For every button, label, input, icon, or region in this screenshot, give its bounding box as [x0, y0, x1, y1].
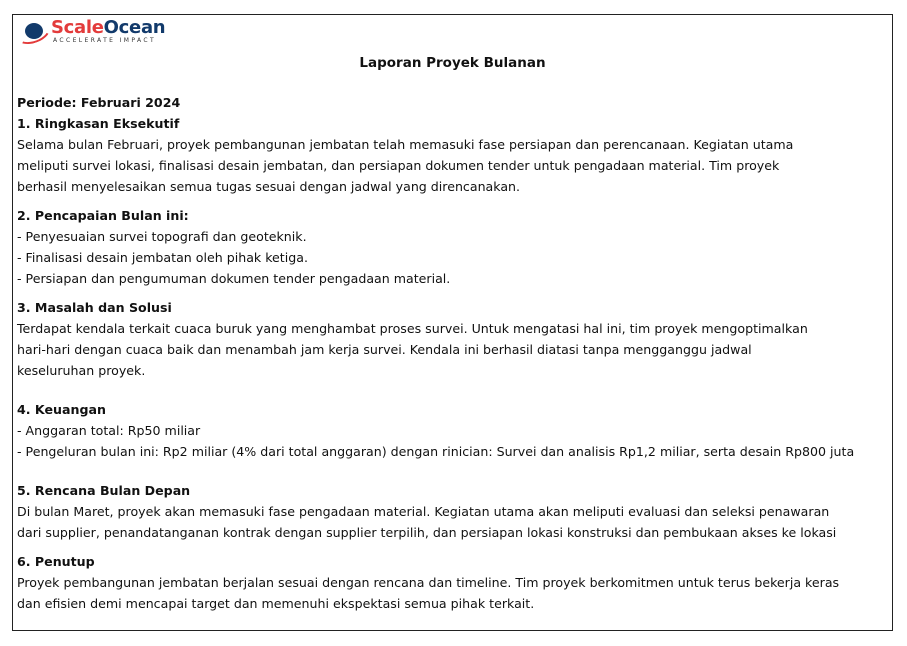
list-item: - Persiapan dan pengumuman dokumen tender pengadaan material.	[17, 271, 451, 286]
list-item: - Pengeluran bulan ini: Rp2 miliar (4% dari total anggaran) dengan rinician: Survei dan analisis Rp1,2 miliar, serta desain Rp800 juta	[17, 444, 855, 459]
paragraph-line: dan efisien demi mencapai target dan memenuhi ekspektasi semua pihak terkait.	[17, 596, 535, 611]
paragraph-line: berhasil menyelesaikan semua tugas sesuai dengan jadwal yang direncanakan.	[17, 179, 521, 194]
paragraph-line: Di bulan Maret, proyek akan memasuki fase pengadaan material. Kegiatan utama akan meliputi evaluasi dan seleksi penawaran	[17, 504, 830, 519]
section-closing	[17, 551, 891, 614]
section-next-month-plan	[17, 480, 891, 543]
paragraph-line: Selama bulan Februari, proyek pembangunan jembatan telah memasuki fase persiapan dan perencanaan. Kegiatan utama	[17, 137, 794, 152]
section-heading: 3. Masalah dan Solusi	[17, 300, 172, 315]
list-item: - Penyesuaian survei topografi dan geoteknik.	[17, 229, 307, 244]
section-heading: 1. Ringkasan Eksekutif	[17, 116, 180, 131]
section-issues-solutions	[17, 297, 891, 381]
paragraph-line: keseluruhan proyek.	[17, 363, 146, 378]
list-item: - Anggaran total: Rp50 miliar	[17, 423, 201, 438]
list-item: - Finalisasi desain jembatan oleh pihak ketiga.	[17, 250, 308, 265]
logo-globe-icon	[25, 23, 43, 39]
document-page	[12, 14, 893, 631]
paragraph-line: hari-hari dengan cuaca baik dan menambah jam kerja survei. Kendala ini berhasil diatasi tanpa mengganggu jadwal	[17, 342, 752, 357]
logo-wordmark: ScaleOcean	[51, 17, 166, 38]
report-body	[17, 92, 891, 614]
report-title: Laporan Proyek Bulanan	[359, 55, 546, 71]
section-heading: 5. Rencana Bulan Depan	[17, 483, 191, 498]
paragraph-line: Proyek pembangunan jembatan berjalan sesuai dengan rencana dan timeline. Tim proyek berkomitmen untuk terus bekerja keras	[17, 575, 840, 590]
section-finance	[17, 399, 891, 462]
section-executive-summary	[17, 113, 891, 197]
section-achievements	[17, 205, 891, 289]
scaleocean-logo	[15, 17, 175, 45]
paragraph-line: dari supplier, penandatanganan kontrak dengan supplier terpilih, dan persiapan lokasi konstruksi dan pembukaan akses ke lokasi	[17, 525, 837, 540]
report-period: Periode: Februari 2024	[17, 95, 181, 110]
section-heading: 2. Pencapaian Bulan ini:	[17, 208, 189, 223]
logo-tagline: ACCELERATE IMPACT	[53, 37, 157, 44]
section-heading: 4. Keuangan	[17, 402, 106, 417]
paragraph-line: Terdapat kendala terkait cuaca buruk yang menghambat proses survei. Untuk mengatasi hal ini, tim proyek mengoptimalkan	[17, 321, 808, 336]
paragraph-line: meliputi survei lokasi, finalisasi desain jembatan, dan persiapan dokumen tender untuk pengadaan material. Tim proyek	[17, 158, 780, 173]
section-heading: 6. Penutup	[17, 554, 95, 569]
